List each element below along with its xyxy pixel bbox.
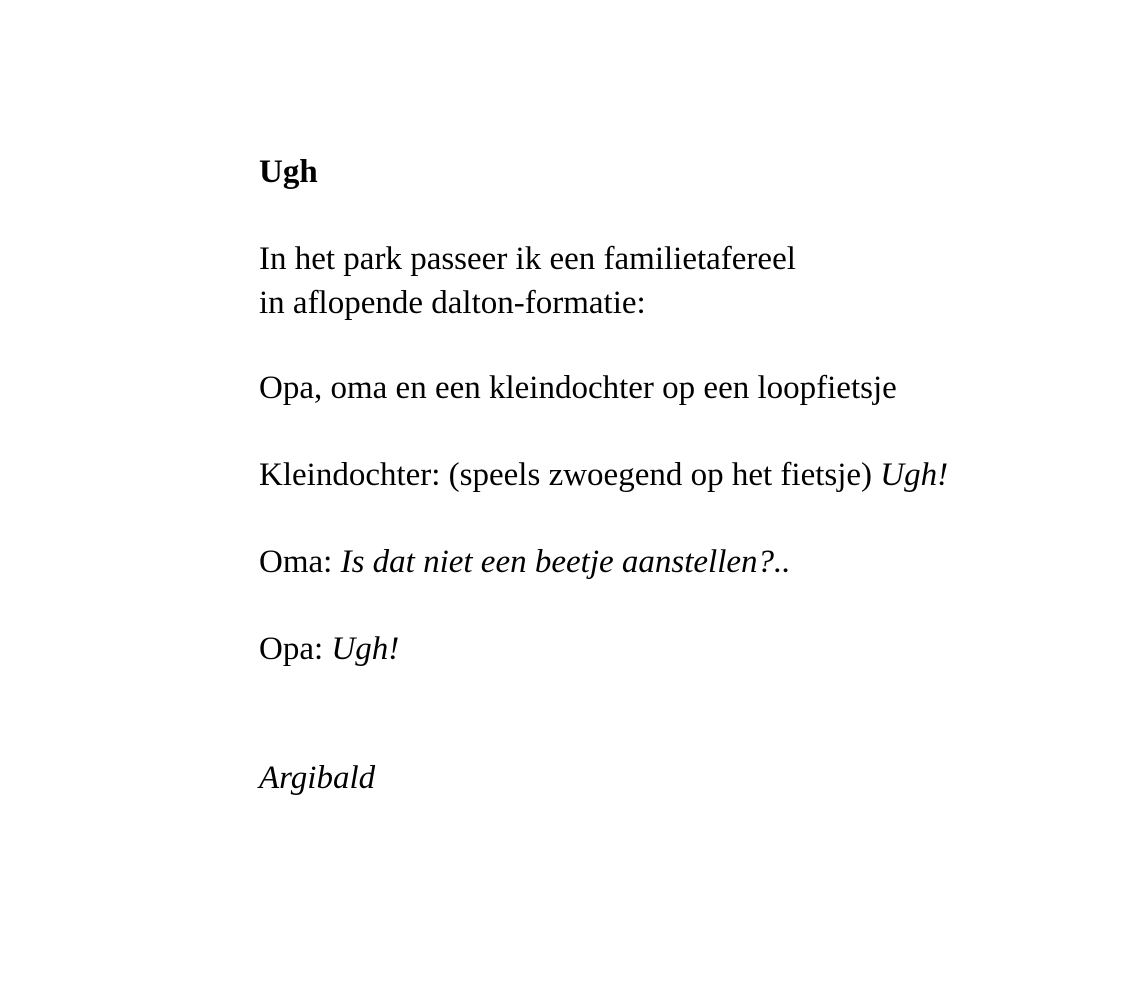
speech-text: Ugh! — [880, 457, 949, 493]
poem-line: in aflopende dalton-formatie: — [259, 285, 646, 321]
poem-line: Opa, oma en een kleindochter op een loopfietsje — [259, 370, 897, 406]
speech-text: Ugh! — [331, 631, 400, 667]
poem-title: Ugh — [259, 154, 318, 190]
signature: Argibald — [259, 760, 376, 796]
speaker-text: Opa: — [259, 631, 332, 667]
speech-text: Is dat niet een beetje aanstellen?.. — [340, 544, 791, 580]
poem-line: In het park passeer ik een familietafereel — [259, 241, 796, 277]
speaker-text: Kleindochter: (speels zwoegend op het fietsje) — [259, 457, 881, 493]
speaker-text: Oma: — [259, 544, 341, 580]
dialogue-line-opa — [259, 627, 399, 671]
dialogue-line-kleindochter — [259, 453, 948, 497]
dialogue-line-oma — [259, 540, 791, 584]
